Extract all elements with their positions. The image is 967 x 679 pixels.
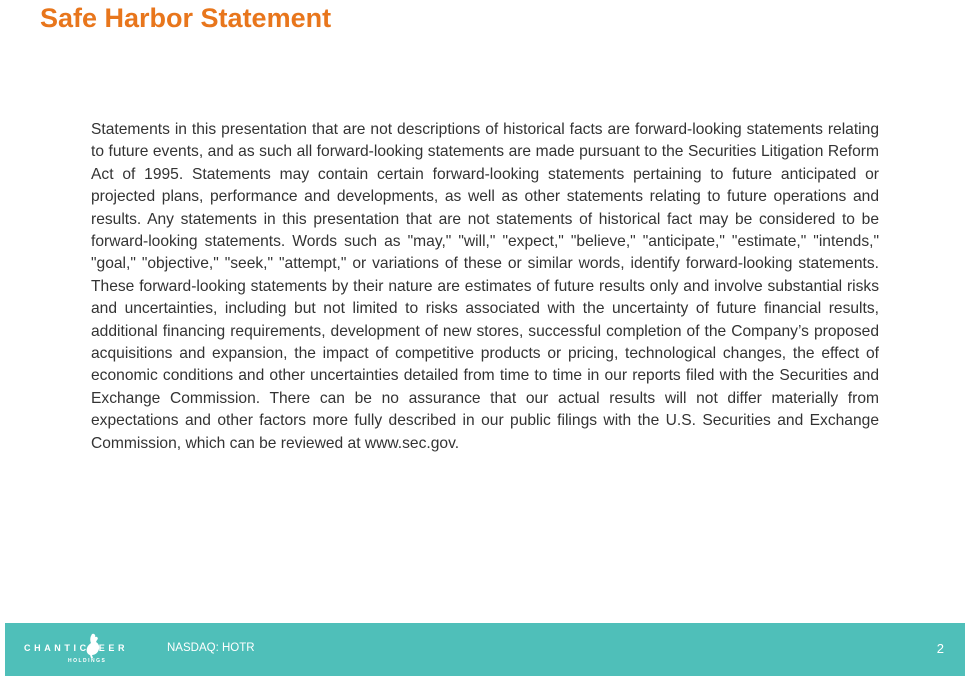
ticker-symbol: NASDAQ: HOTR xyxy=(167,642,255,654)
logo-subtitle: HOLDINGS xyxy=(68,658,107,664)
safe-harbor-body-text: Statements in this presentation that are not descriptions of historical facts are forward-looking statements relating to future events, and as such all forward-looking statements are made pursuant to the Securities Litigation Reform Act of 1995. Statements may contain certain forward-looking statements pertaining to future anticipated or projected plans, performance and developments, as well as other statements relating to future operations and results. Any statements in this presentation that are not statements of historical fact may be considered to be forward-looking statements. Words such as "may," "will," "expect," "believe," "anticipate," "estimate," "intends," "goal," "objective," "seek," "attempt," or variations of these or similar words, identify forward-looking statements. These forward-looking statements by their nature are estimates of future results only and involve substantial risks and uncertainties, including but not limited to risks associated with the uncertainty of future financial results, additional financing requirements, development of new stores, successful completion of the Company’s proposed acquisitions and expansion, the impact of competitive products or pricing, technological changes, the effect of economic conditions and other uncertainties detailed from time to time in our reports filed with the Securities and Exchange Commission. There can be no assurance that our actual results will not differ materially from expectations and other factors more fully described in our public filings with the U.S. Securities and Exchange Commission, which can be reviewed at www.sec.gov. xyxy=(91,121,879,452)
page-number: 2 xyxy=(936,641,944,656)
company-logo xyxy=(24,633,139,667)
footer-bar xyxy=(5,623,965,676)
logo-wordmark: CHANTICLEER xyxy=(24,643,129,653)
slide-title: Safe Harbor Statement xyxy=(40,3,332,33)
